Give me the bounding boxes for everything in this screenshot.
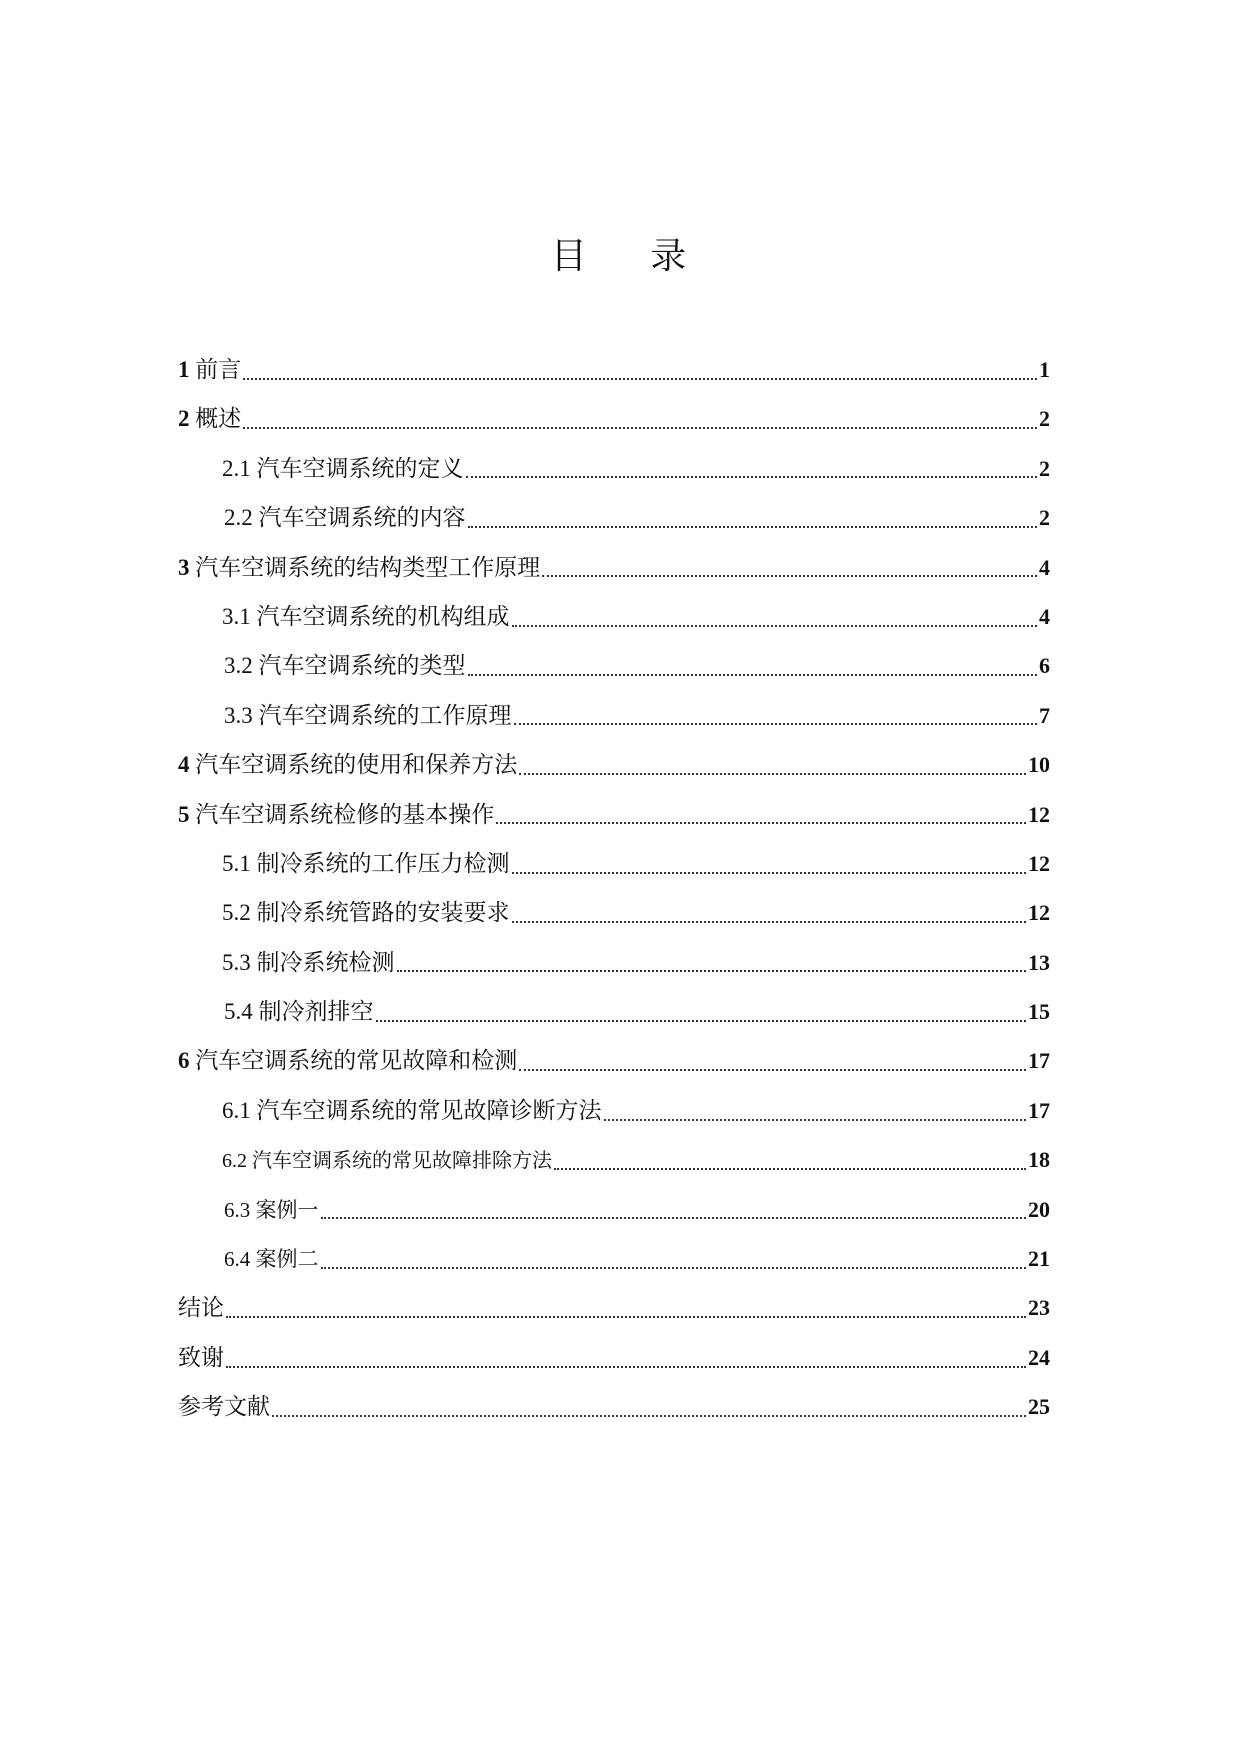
toc-entry-page: 4	[1039, 603, 1050, 629]
toc-entry-title: 制冷系统的工作压力检测	[256, 850, 510, 877]
toc-entry-page: 21	[1028, 1246, 1050, 1272]
toc-entry-label	[178, 1382, 270, 1432]
toc-entry-page: 20	[1028, 1196, 1050, 1222]
toc-entry[interactable]	[178, 740, 1050, 789]
toc-entry-title: 制冷系统管路的安装要求	[256, 900, 510, 927]
toc-entry[interactable]	[178, 790, 1050, 839]
toc-entry-title: 制冷剂排空	[258, 999, 374, 1026]
toc-entry-label	[224, 691, 512, 741]
toc-entry-page: 2	[1039, 505, 1050, 531]
dot-leader	[397, 970, 1027, 972]
toc-entry-label	[224, 493, 466, 543]
toc-entry-title: 致谢	[178, 1344, 224, 1371]
toc-entry[interactable]	[178, 839, 1050, 888]
toc-entry-page: 12	[1028, 850, 1050, 876]
toc-entry[interactable]	[178, 394, 1050, 443]
toc-entry-title: 汽车空调系统的内容	[258, 505, 466, 532]
dot-leader	[512, 872, 1027, 874]
toc-entry-page: 12	[1028, 801, 1050, 827]
toc-entry-page: 25	[1028, 1394, 1050, 1420]
toc-entry[interactable]	[178, 1086, 1050, 1135]
toc-entry-label	[224, 1235, 319, 1284]
toc-entry-title: 汽车空调系统的常见故障排除方法	[252, 1148, 552, 1173]
toc-entry[interactable]	[178, 641, 1050, 690]
toc-entry-title: 汽车空调系统的类型	[258, 653, 466, 680]
toc-entry[interactable]	[178, 1185, 1050, 1234]
toc-entry-label	[222, 839, 510, 889]
dot-leader	[376, 1020, 1027, 1022]
toc-entry[interactable]	[178, 888, 1050, 937]
dot-leader	[243, 427, 1037, 429]
toc-entry-label	[222, 444, 464, 494]
toc-entry-number: 5.1	[222, 850, 257, 876]
toc-entry-label	[222, 938, 395, 988]
toc-entry-number: 6	[178, 1048, 196, 1074]
toc-entry-page: 24	[1028, 1344, 1050, 1370]
toc-entry-title: 案例一	[255, 1197, 319, 1222]
toc-entry-page: 17	[1028, 1097, 1050, 1123]
toc-entry-number: 6.3	[224, 1197, 256, 1222]
toc-entry[interactable]	[178, 1333, 1050, 1382]
toc-entry-page: 2	[1039, 406, 1050, 432]
toc-entry-number: 6.1	[222, 1097, 257, 1123]
dot-leader	[519, 1069, 1026, 1071]
toc-entry-number: 3	[178, 554, 196, 580]
toc-entry-number: 2.2	[224, 505, 259, 531]
toc-entry-number: 6.4	[224, 1247, 256, 1272]
toc-entry-label	[178, 790, 494, 840]
toc-entry-title: 概述	[195, 406, 242, 433]
toc-entry-page: 17	[1028, 1048, 1050, 1074]
table-of-contents	[178, 345, 1050, 1432]
toc-entry-label	[224, 641, 466, 691]
toc-entry-page: 15	[1028, 999, 1050, 1025]
toc-entry[interactable]	[178, 444, 1050, 493]
toc-entry-page: 7	[1039, 702, 1050, 728]
dot-leader	[321, 1267, 1027, 1269]
toc-entry-number: 3.2	[224, 653, 259, 679]
toc-entry-title: 参考文献	[178, 1394, 270, 1421]
toc-entry-label	[222, 1086, 602, 1136]
toc-entry-label	[178, 1036, 517, 1086]
dot-leader	[519, 773, 1026, 775]
toc-entry[interactable]	[178, 1234, 1050, 1283]
toc-entry-title: 汽车空调系统的机构组成	[256, 603, 510, 630]
toc-entry-title: 汽车空调系统检修的基本操作	[195, 801, 495, 828]
dot-leader	[468, 674, 1038, 676]
toc-entry-label	[224, 987, 374, 1037]
toc-entry-page: 1	[1039, 357, 1050, 382]
toc-entry-label	[178, 543, 540, 593]
page-title: 目 录	[550, 236, 713, 277]
toc-entry-number: 2	[178, 406, 196, 432]
toc-entry[interactable]	[178, 345, 1050, 394]
toc-entry-title: 案例二	[255, 1247, 319, 1272]
dot-leader	[514, 723, 1038, 725]
toc-entry-number: 3.1	[222, 603, 257, 629]
toc-entry-number: 5	[178, 801, 196, 827]
toc-entry-number: 5.4	[224, 999, 259, 1025]
toc-entry[interactable]	[178, 691, 1050, 740]
toc-entry-page: 10	[1028, 752, 1050, 778]
toc-entry-number: 5.2	[222, 900, 257, 926]
toc-entry-label	[178, 740, 517, 790]
dot-leader	[243, 378, 1037, 380]
toc-entry-label	[178, 1283, 224, 1333]
toc-entry-page: 4	[1039, 554, 1050, 580]
toc-entry-page: 12	[1028, 900, 1050, 926]
toc-entry-title: 制冷系统检测	[256, 949, 395, 976]
dot-leader	[496, 822, 1026, 824]
toc-entry-title: 汽车空调系统的常见故障诊断方法	[256, 1097, 602, 1124]
toc-entry-label	[178, 1333, 224, 1383]
toc-entry-number: 5.3	[222, 949, 257, 975]
dot-leader	[542, 575, 1037, 577]
toc-entry-page: 2	[1039, 455, 1050, 481]
dot-leader	[512, 921, 1027, 923]
toc-entry-page: 6	[1039, 653, 1050, 679]
toc-entry[interactable]	[178, 543, 1050, 592]
toc-entry-label	[178, 345, 241, 395]
toc-entry[interactable]	[178, 592, 1050, 641]
toc-entry-number: 2.1	[222, 455, 257, 481]
dot-leader	[272, 1415, 1026, 1417]
dot-leader	[604, 1119, 1027, 1121]
dot-leader	[554, 1168, 1026, 1170]
toc-entry-title: 汽车空调系统的常见故障和检测	[195, 1048, 518, 1075]
toc-entry-title: 汽车空调系统的结构类型工作原理	[195, 554, 541, 581]
toc-entry-label	[178, 394, 241, 444]
toc-entry-title: 汽车空调系统的工作原理	[258, 702, 512, 729]
dot-leader	[468, 526, 1038, 528]
dot-leader	[226, 1316, 1026, 1318]
toc-entry-number: 4	[178, 752, 196, 778]
toc-entry-title: 汽车空调系统的定义	[256, 455, 464, 482]
toc-entry-number: 3.3	[224, 702, 259, 728]
toc-entry-page: 13	[1028, 949, 1050, 975]
dot-leader	[226, 1366, 1026, 1368]
toc-entry[interactable]	[178, 938, 1050, 987]
toc-entry[interactable]	[178, 987, 1050, 1036]
toc-entry[interactable]	[178, 493, 1050, 542]
toc-entry-label	[222, 888, 510, 938]
toc-entry-page: 18	[1028, 1147, 1050, 1173]
toc-entry-number: 6.2	[222, 1150, 252, 1173]
toc-entry-label	[222, 1136, 552, 1186]
toc-entry-page: 23	[1028, 1295, 1050, 1321]
toc-entry-label	[222, 592, 510, 642]
dot-leader	[466, 476, 1038, 478]
toc-entry-title: 结论	[178, 1295, 224, 1322]
toc-entry-title: 汽车空调系统的使用和保养方法	[195, 752, 518, 779]
toc-entry-number: 1	[178, 357, 196, 382]
dot-leader	[321, 1217, 1027, 1219]
toc-entry-label	[224, 1186, 319, 1235]
toc-entry[interactable]	[178, 1283, 1050, 1332]
toc-entry-title: 前言	[195, 357, 242, 383]
toc-entry[interactable]	[178, 1036, 1050, 1085]
dot-leader	[512, 625, 1038, 627]
toc-entry[interactable]	[178, 1382, 1050, 1431]
toc-entry[interactable]	[178, 1135, 1050, 1184]
